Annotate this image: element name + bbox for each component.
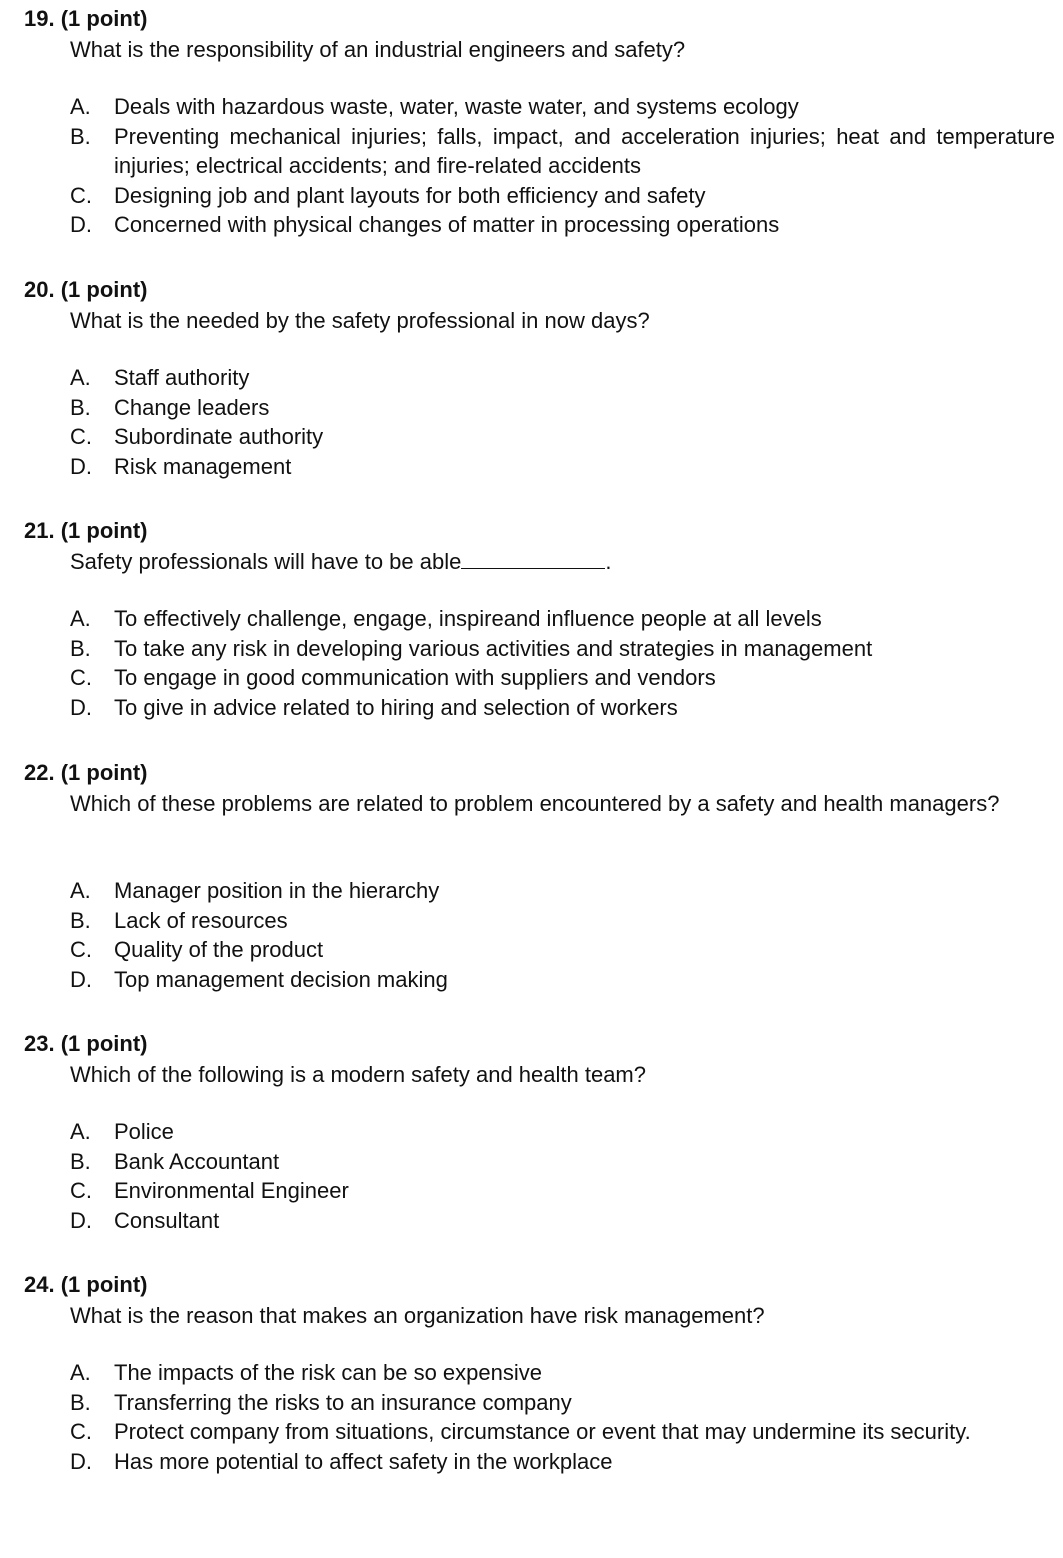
option-letter: B. <box>70 1148 91 1174</box>
answer-options <box>70 876 1055 994</box>
question-number: 21. <box>24 518 55 543</box>
question-number: 19. <box>24 6 55 31</box>
question-text: Which of the following is a modern safety and health team? <box>70 1062 646 1087</box>
option-letter: A. <box>70 365 91 390</box>
option-c[interactable] <box>70 935 1055 965</box>
option-letter: D. <box>70 1207 92 1233</box>
question-number: 23. <box>24 1031 55 1056</box>
question-points: (1 point) <box>60 760 148 785</box>
option-d[interactable] <box>70 1447 1055 1477</box>
question-header <box>24 4 147 34</box>
question-points: (1 point) <box>60 1272 148 1297</box>
option-text: Deals with hazardous waste, water, waste water, and systems ecology <box>114 94 799 119</box>
question-text: What is the needed by the safety professional in now days? <box>70 308 650 333</box>
option-text: Preventing mechanical injuries; falls, impact, and acceleration injuries; heat and temperature injuries; electrical accidents; and fire-related accidents <box>114 123 1055 178</box>
option-text: Risk management <box>114 453 292 479</box>
option-text: To engage in good communication with suppliers and vendors <box>114 665 716 690</box>
option-a[interactable] <box>70 1117 1055 1147</box>
answer-options <box>70 604 1055 722</box>
option-letter: B. <box>70 635 91 661</box>
option-text: Quality of the product <box>114 937 324 962</box>
option-text: Protect company from situations, circumstance or event that may undermine its security. <box>114 1419 971 1444</box>
question-points: (1 point) <box>60 277 148 302</box>
option-letter: C. <box>70 1419 92 1444</box>
option-text: Police <box>114 1119 174 1144</box>
option-text: The impacts of the risk can be so expensive <box>114 1360 542 1385</box>
question-stem-end: . <box>605 549 612 574</box>
option-text: To give in advice related to hiring and selection of workers <box>114 694 678 720</box>
question-text: What is the responsibility of an industrial engineers and safety? <box>70 37 686 62</box>
option-letter: B. <box>70 907 91 933</box>
option-c[interactable] <box>70 181 1055 211</box>
option-a[interactable] <box>70 363 1055 393</box>
option-b[interactable] <box>70 1388 1055 1418</box>
option-b[interactable] <box>70 634 1055 664</box>
question-header <box>24 1270 147 1300</box>
option-text: Staff authority <box>114 365 250 390</box>
option-letter: B. <box>70 123 91 149</box>
option-letter: C. <box>70 182 92 208</box>
option-letter: D. <box>70 694 92 720</box>
question-text <box>70 546 1045 578</box>
option-text: Designing job and plant layouts for both efficiency and safety <box>114 182 706 208</box>
question-points: (1 point) <box>60 1031 148 1056</box>
option-b[interactable] <box>70 122 1055 181</box>
option-a[interactable] <box>70 92 1055 122</box>
option-text: To take any risk in developing various activities and strategies in management <box>114 635 873 661</box>
option-text: To effectively challenge, engage, inspireand influence people at all levels <box>114 606 822 631</box>
option-letter: A. <box>70 1119 91 1144</box>
option-text: Top management decision making <box>114 966 448 992</box>
question-points: (1 point) <box>60 518 148 543</box>
option-text: Consultant <box>114 1207 220 1233</box>
option-text: Lack of resources <box>114 907 288 933</box>
option-letter: D. <box>70 453 92 479</box>
option-letter: A. <box>70 1360 91 1385</box>
option-letter: B. <box>70 1389 91 1415</box>
question-points: (1 point) <box>60 6 148 31</box>
question-header <box>24 758 147 788</box>
answer-options <box>70 92 1055 240</box>
option-b[interactable] <box>70 906 1055 936</box>
option-letter: D. <box>70 1448 92 1474</box>
option-c[interactable] <box>70 1176 1055 1206</box>
option-letter: C. <box>70 937 92 962</box>
option-letter: A. <box>70 878 91 903</box>
option-letter: A. <box>70 606 91 631</box>
question-number: 20. <box>24 277 55 302</box>
answer-blank <box>461 546 605 569</box>
question-number: 22. <box>24 760 55 785</box>
option-d[interactable] <box>70 1206 1055 1236</box>
option-letter: C. <box>70 1178 92 1203</box>
option-c[interactable] <box>70 422 1055 452</box>
option-c[interactable] <box>70 1417 1055 1447</box>
option-d[interactable] <box>70 210 1055 240</box>
option-b[interactable] <box>70 1147 1055 1177</box>
option-d[interactable] <box>70 693 1055 723</box>
option-b[interactable] <box>70 393 1055 423</box>
option-text: Transferring the risks to an insurance company <box>114 1389 572 1415</box>
option-d[interactable] <box>70 452 1055 482</box>
option-a[interactable] <box>70 1358 1055 1388</box>
option-text: Manager position in the hierarchy <box>114 878 440 903</box>
option-text: Has more potential to affect safety in the workplace <box>114 1448 613 1474</box>
option-letter: D. <box>70 212 92 237</box>
option-text: Change leaders <box>114 394 270 420</box>
question-header <box>24 516 147 546</box>
answer-options <box>70 1117 1055 1235</box>
question-header <box>24 275 147 305</box>
option-c[interactable] <box>70 663 1055 693</box>
option-letter: D. <box>70 966 92 992</box>
option-letter: C. <box>70 424 92 449</box>
option-letter: A. <box>70 94 91 119</box>
option-letter: C. <box>70 665 92 690</box>
answer-options <box>70 1358 1055 1476</box>
option-text: Concerned with physical changes of matter in processing operations <box>114 212 780 237</box>
option-text: Bank Accountant <box>114 1148 280 1174</box>
option-text: Environmental Engineer <box>114 1178 349 1203</box>
question-text: Which of these problems are related to problem encountered by a safety and health managers? <box>70 791 1000 816</box>
option-text: Subordinate authority <box>114 424 324 449</box>
answer-options <box>70 363 1055 481</box>
question-number: 24. <box>24 1272 55 1297</box>
question-header <box>24 1029 147 1059</box>
option-a[interactable] <box>70 604 1055 634</box>
question-stem: Safety professionals will have to be able <box>70 549 462 574</box>
question-text: What is the reason that makes an organization have risk management? <box>70 1303 765 1328</box>
option-d[interactable] <box>70 965 1055 995</box>
option-letter: B. <box>70 394 91 420</box>
option-a[interactable] <box>70 876 1055 906</box>
